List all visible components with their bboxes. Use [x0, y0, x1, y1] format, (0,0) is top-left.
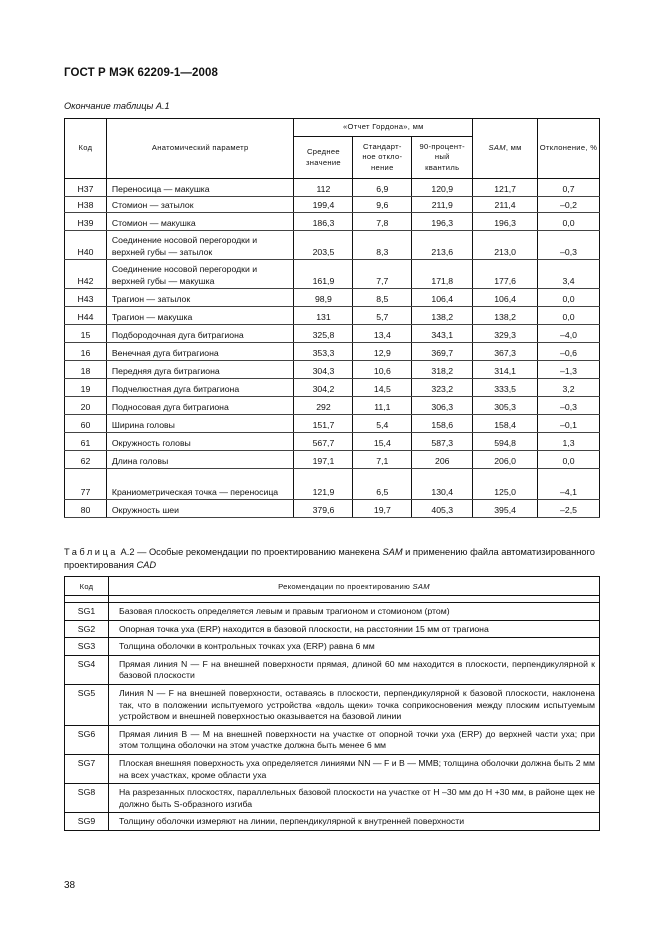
document-header: ГОСТ Р МЭК 62209-1—2008	[64, 67, 218, 79]
col-header-p90: 90-процент- ный квантиль	[412, 137, 473, 179]
table-row	[65, 725, 600, 754]
cell-sd: 10,6	[353, 361, 412, 379]
col-header-sd: Стандарт- ное откло- нение	[353, 137, 412, 179]
cell-mean: 304,3	[294, 361, 353, 379]
cell-sam: 305,3	[473, 397, 538, 415]
col-header-code: Код	[65, 119, 107, 179]
cell-mean: 112	[294, 179, 353, 197]
cell-sd: 8,5	[353, 289, 412, 307]
col-header-deviation: Отклонение, %	[538, 119, 600, 179]
page-number: 38	[64, 880, 76, 891]
cell-sd: 7,1	[353, 451, 412, 469]
cell-code: 19	[65, 379, 107, 397]
cell-deviation: –1,3	[538, 361, 600, 379]
cell-mean: 199,4	[294, 197, 353, 213]
cell-deviation: –2,5	[538, 500, 600, 518]
cell-sam: 211,4	[473, 197, 538, 213]
cell-code: H42	[65, 260, 107, 289]
cell-code: 61	[65, 433, 107, 451]
cell-sd: 8,3	[353, 231, 412, 260]
cell-sam: 138,2	[473, 307, 538, 325]
cell-mean: 292	[294, 397, 353, 415]
cell-code: SG1	[65, 603, 109, 621]
cell-sd: 7,8	[353, 213, 412, 231]
table-row	[65, 325, 600, 343]
table-row	[65, 361, 600, 379]
cell-sd: 6,5	[353, 469, 412, 500]
col-header-sam: SAM, мм	[473, 119, 538, 179]
cell-recommendation: Толщину оболочки измеряют на линии, перпендикулярной к внутренней поверхности	[109, 813, 600, 831]
table-row	[65, 289, 600, 307]
table-row	[65, 638, 600, 656]
cell-param: Соединение носовой перегородки и верхней губы — затылок	[106, 231, 294, 260]
cell-sam: 333,5	[473, 379, 538, 397]
col-header-code: Код	[65, 577, 109, 596]
cell-deviation: 0,7	[538, 179, 600, 197]
cell-recommendation: Плоская внешняя поверхность уха определяется линиями NN — F и B — MMB; толщина оболочки должна быть 2 мм на всех участках, кроме области уха	[109, 754, 600, 783]
table-row	[65, 231, 600, 260]
cell-mean: 353,3	[294, 343, 353, 361]
cell-code: SG9	[65, 813, 109, 831]
anthropometric-table	[64, 118, 600, 518]
cell-param: Окружность головы	[106, 433, 294, 451]
table2-caption: Таблица А.2 — Особые рекомендации по проектированию манекена SAM и применению файла автоматизированного проектирования CAD	[64, 547, 595, 570]
cell-deviation: 0,0	[538, 289, 600, 307]
cell-sam: 158,4	[473, 415, 538, 433]
table-row	[65, 260, 600, 289]
cell-deviation: 0,0	[538, 307, 600, 325]
table-row	[65, 754, 600, 783]
cell-deviation: 0,0	[538, 213, 600, 231]
cell-code: SG2	[65, 620, 109, 638]
cell-p90: 343,1	[412, 325, 473, 343]
recommendations-table	[64, 576, 600, 831]
cell-mean: 304,2	[294, 379, 353, 397]
table-row	[65, 784, 600, 813]
cell-code: SG7	[65, 754, 109, 783]
cell-code: SG8	[65, 784, 109, 813]
cell-deviation: –4,0	[538, 325, 600, 343]
cell-sam: 367,3	[473, 343, 538, 361]
cell-sam: 121,7	[473, 179, 538, 197]
cell-code: 80	[65, 500, 107, 518]
cell-recommendation: Толщина оболочки в контрольных точках уха (ERP) равна 6 мм	[109, 638, 600, 656]
table-row	[65, 469, 600, 500]
cell-sd: 13,4	[353, 325, 412, 343]
cell-sd: 5,7	[353, 307, 412, 325]
cell-mean: 98,9	[294, 289, 353, 307]
cell-param: Стомион — затылок	[106, 197, 294, 213]
cell-sd: 7,7	[353, 260, 412, 289]
table-row	[65, 307, 600, 325]
cell-param: Краниометрическая точка — переносица	[106, 469, 294, 500]
cell-param: Передняя дуга битрагиона	[106, 361, 294, 379]
cell-sd: 19,7	[353, 500, 412, 518]
cell-code: H38	[65, 197, 107, 213]
cell-code: 16	[65, 343, 107, 361]
cell-code: SG3	[65, 638, 109, 656]
cell-p90: 318,2	[412, 361, 473, 379]
cell-sam: 213,0	[473, 231, 538, 260]
spacer-cell	[109, 596, 600, 603]
col-header-gordon-group: «Отчет Гордона», мм	[294, 119, 473, 137]
cell-p90: 171,8	[412, 260, 473, 289]
cell-param: Трагион — макушка	[106, 307, 294, 325]
cell-sam: 329,3	[473, 325, 538, 343]
cell-sam: 196,3	[473, 213, 538, 231]
cell-code: 18	[65, 361, 107, 379]
table1-caption: Окончание таблицы А.1	[64, 101, 170, 111]
cell-p90: 369,7	[412, 343, 473, 361]
table-row	[65, 500, 600, 518]
cell-recommendation: Прямая линия B — M на внешней поверхности на участке от опорной точки уха (ERP) до верхней части уха; при этом толщина оболочки на этом участке должна быть менее 6 мм	[109, 725, 600, 754]
cell-mean: 121,9	[294, 469, 353, 500]
cell-param: Трагион — затылок	[106, 289, 294, 307]
cell-p90: 120,9	[412, 179, 473, 197]
cell-deviation: –0,3	[538, 231, 600, 260]
col-header-mean: Среднее значение	[294, 137, 353, 179]
cell-p90: 206	[412, 451, 473, 469]
cell-mean: 151,7	[294, 415, 353, 433]
spacer-row	[65, 596, 600, 603]
cell-code: H44	[65, 307, 107, 325]
cell-deviation: 1,3	[538, 433, 600, 451]
table-row	[65, 451, 600, 469]
cell-deviation: –0,1	[538, 415, 600, 433]
cell-p90: 138,2	[412, 307, 473, 325]
cell-sd: 9,6	[353, 197, 412, 213]
cell-sd: 11,1	[353, 397, 412, 415]
cell-sam: 106,4	[473, 289, 538, 307]
cell-deviation: –0,6	[538, 343, 600, 361]
cell-sd: 12,9	[353, 343, 412, 361]
cell-param: Подбородочная дуга битрагиона	[106, 325, 294, 343]
cell-sam: 125,0	[473, 469, 538, 500]
cell-param: Стомион — макушка	[106, 213, 294, 231]
cell-p90: 130,4	[412, 469, 473, 500]
cell-deviation: 3,2	[538, 379, 600, 397]
cell-mean: 131	[294, 307, 353, 325]
table-row	[65, 397, 600, 415]
table-row	[65, 179, 600, 197]
cell-sam: 177,6	[473, 260, 538, 289]
cell-mean: 567,7	[294, 433, 353, 451]
cell-code: 15	[65, 325, 107, 343]
cell-param: Переносица — макушка	[106, 179, 294, 197]
table-row	[65, 415, 600, 433]
cell-p90: 587,3	[412, 433, 473, 451]
col-header-recommendations: Рекомендации по проектированию SAM	[109, 577, 600, 596]
table-row	[65, 197, 600, 213]
cell-sam: 395,4	[473, 500, 538, 518]
cell-deviation: 0,0	[538, 451, 600, 469]
cell-p90: 306,3	[412, 397, 473, 415]
table-row	[65, 684, 600, 725]
cell-code: SG4	[65, 655, 109, 684]
table-row	[65, 655, 600, 684]
cell-recommendation: Линия N — F на внешней поверхности, оставаясь в плоскости, перпендикулярной к базовой плоскости, наклонена так, что в положении испытуемого устройства «вдоль щеки» точка соприкосновения между плоским испытуемым устройством и внешней поверхностью оказывается на базовой линии	[109, 684, 600, 725]
cell-recommendation: Прямая линия N — F на внешней поверхности прямая, длиной 60 мм находится в плоскости, перпендикулярной к базовой плоскости	[109, 655, 600, 684]
cell-sd: 15,4	[353, 433, 412, 451]
cell-code: SG5	[65, 684, 109, 725]
cell-p90: 211,9	[412, 197, 473, 213]
cell-p90: 323,2	[412, 379, 473, 397]
cell-param: Окружность шеи	[106, 500, 294, 518]
cell-param: Длина головы	[106, 451, 294, 469]
spacer-cell	[65, 596, 109, 603]
cell-mean: 325,8	[294, 325, 353, 343]
cell-param: Ширина головы	[106, 415, 294, 433]
cell-code: 77	[65, 469, 107, 500]
cell-sd: 5,4	[353, 415, 412, 433]
table-row	[65, 620, 600, 638]
cell-deviation: –0,3	[538, 397, 600, 415]
table-row	[65, 213, 600, 231]
cell-sd: 6,9	[353, 179, 412, 197]
cell-param: Венечная дуга битрагиона	[106, 343, 294, 361]
cell-deviation: –0,2	[538, 197, 600, 213]
cell-mean: 379,6	[294, 500, 353, 518]
cell-sam: 206,0	[473, 451, 538, 469]
cell-code: H37	[65, 179, 107, 197]
cell-code: SG6	[65, 725, 109, 754]
cell-param: Соединение носовой перегородки и верхней губы — макушка	[106, 260, 294, 289]
cell-sam: 594,8	[473, 433, 538, 451]
cell-code: H43	[65, 289, 107, 307]
cell-param: Подносовая дуга битрагиона	[106, 397, 294, 415]
table2-caption-label: Таблица	[64, 547, 118, 557]
table-row	[65, 379, 600, 397]
cell-sd: 14,5	[353, 379, 412, 397]
cell-code: 60	[65, 415, 107, 433]
table-row	[65, 433, 600, 451]
cell-code: H39	[65, 213, 107, 231]
cell-p90: 213,6	[412, 231, 473, 260]
table-row	[65, 343, 600, 361]
cell-p90: 196,3	[412, 213, 473, 231]
cell-param: Подчелюстная дуга битрагиона	[106, 379, 294, 397]
cell-p90: 158,6	[412, 415, 473, 433]
cell-recommendation: Базовая плоскость определяется левым и правым трагионом и стомионом (ртом)	[109, 603, 600, 621]
cell-deviation: –4,1	[538, 469, 600, 500]
cell-code: 62	[65, 451, 107, 469]
cell-mean: 203,5	[294, 231, 353, 260]
col-header-param: Анатомический параметр	[106, 119, 294, 179]
cell-recommendation: На разрезанных плоскостях, параллельных базовой плоскости на участке от H –30 мм до H +30 мм, в районе щек не должно быть S-образного изгиба	[109, 784, 600, 813]
cell-mean: 161,9	[294, 260, 353, 289]
cell-code: 20	[65, 397, 107, 415]
cell-mean: 197,1	[294, 451, 353, 469]
cell-p90: 405,3	[412, 500, 473, 518]
table-row	[65, 603, 600, 621]
cell-sam: 314,1	[473, 361, 538, 379]
cell-p90: 106,4	[412, 289, 473, 307]
cell-recommendation: Опорная точка уха (ERP) находится в базовой плоскости, на расстоянии 15 мм от трагиона	[109, 620, 600, 638]
cell-code: H40	[65, 231, 107, 260]
cell-deviation: 3,4	[538, 260, 600, 289]
cell-mean: 186,3	[294, 213, 353, 231]
table-row	[65, 813, 600, 831]
